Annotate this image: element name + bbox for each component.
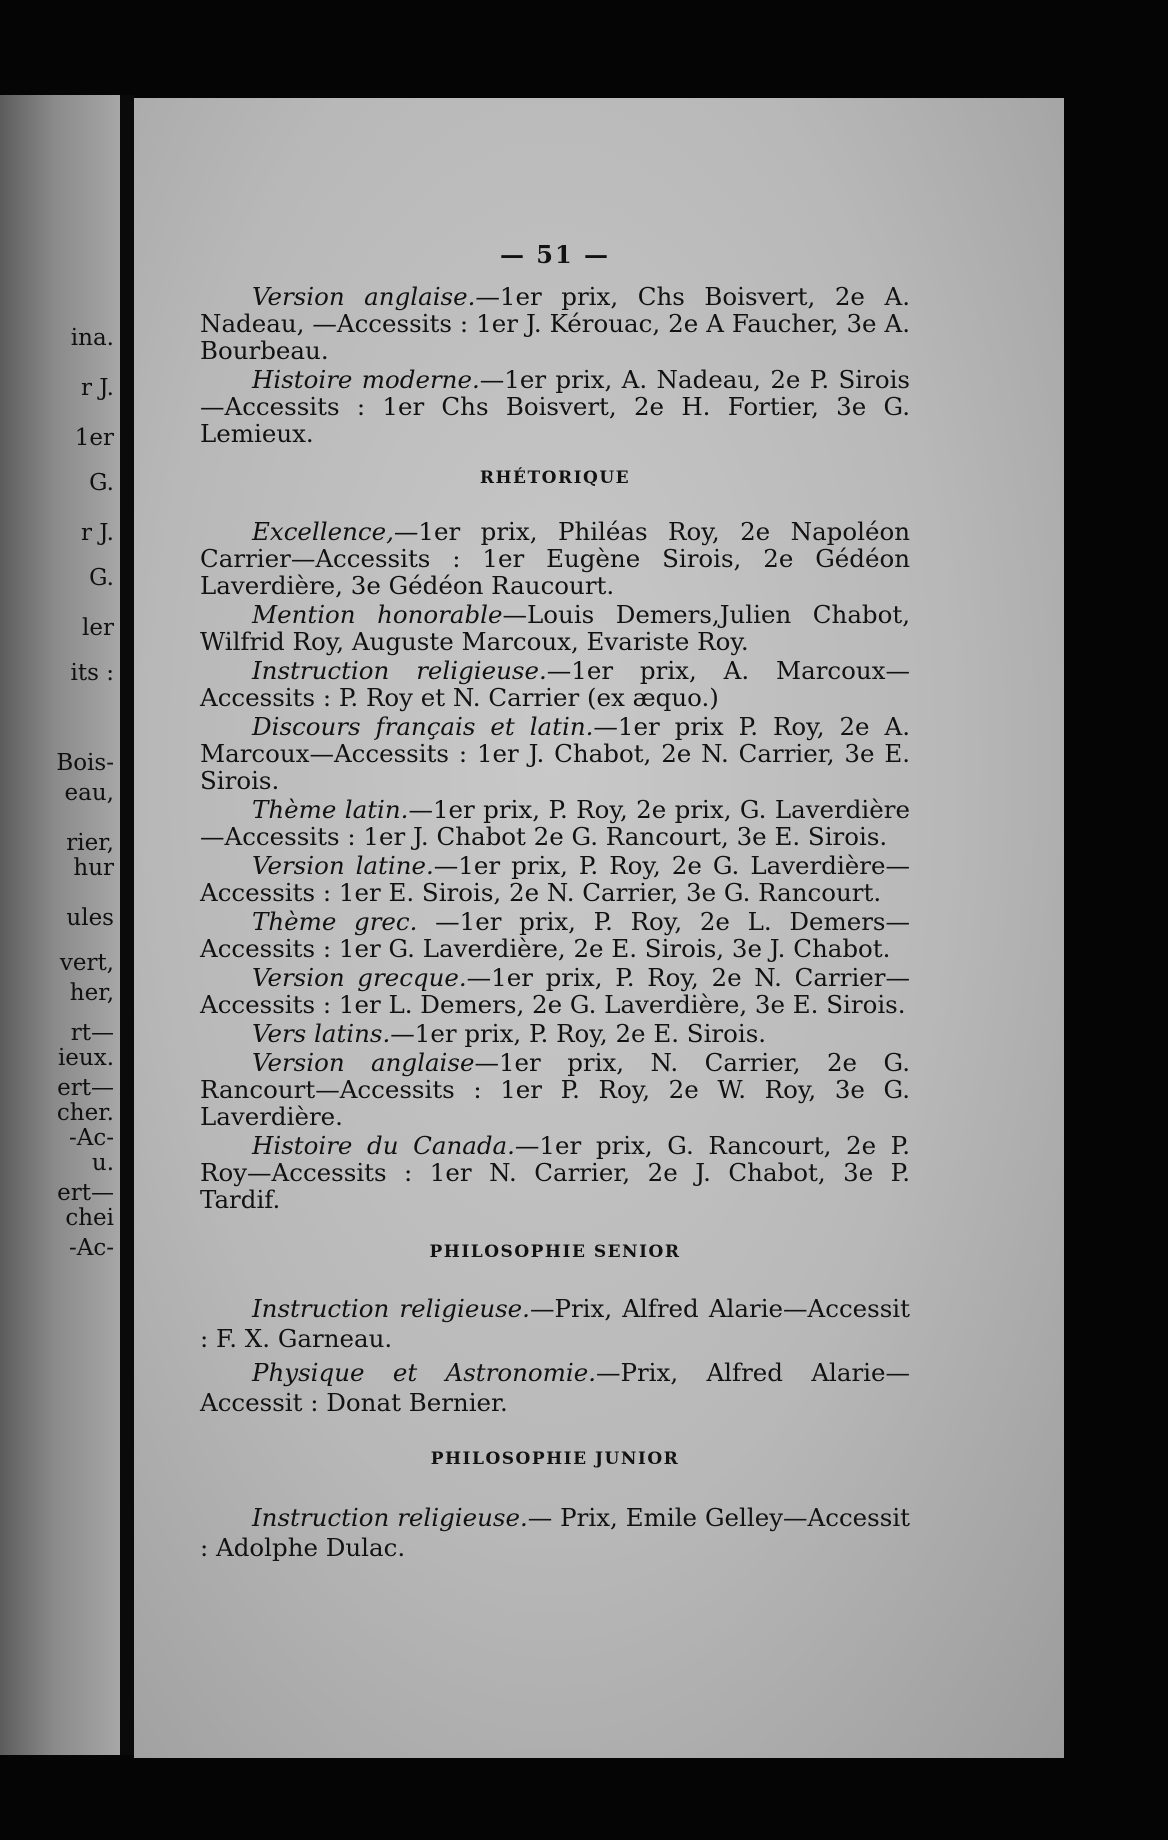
prize-subject: Thème grec. [252, 907, 418, 936]
prize-text: —1er prix, A. Nadeau, 2e P. Sirois—Accessits : 1er Chs Boisvert, 2e H. Fortier, 3e G. Lemieux. [200, 365, 910, 448]
prize-text: —1er prix, G. Rancourt, 2e P. Roy—Accessits : 1er N. Carrier, 2e J. Chabot, 3e P. Tardif. [200, 1131, 910, 1214]
prize-entry [200, 964, 910, 1018]
facing-page-text-fragment: ina. [70, 325, 114, 351]
prize-text: —1er prix, Philéas Roy, 2e Napoléon Carrier—Accessits : 1er Eugène Sirois, 2e Gédéon Laverdière, 3e Gédéon Raucourt. [200, 517, 910, 600]
prize-subject: Thème latin. [252, 795, 409, 824]
prize-text: —1er prix, P. Roy, 2e G. Laverdière—Accessits : 1er E. Sirois, 2e N. Carrier, 3e G. Rancourt. [200, 851, 910, 907]
prize-entry [200, 852, 910, 906]
rhetorique-section [200, 518, 910, 1213]
prize-text: — Prix, Emile Gelley—Accessit : Adolphe Dulac. [200, 1503, 910, 1562]
prize-entry [200, 657, 910, 711]
facing-page-text-fragment: chei [65, 1205, 114, 1231]
philosophie-senior-section [200, 1294, 910, 1418]
prize-entry [200, 796, 910, 850]
facing-page-text-fragment: -Ac- [68, 1235, 114, 1261]
facing-page-text-fragment: Bois- [56, 750, 114, 776]
prize-text: —1er prix, P. Roy, 2e prix, G. Laverdière—Accessits : 1er J. Chabot 2e G. Rancourt, 3e E. Sirois. [200, 795, 910, 851]
prize-subject: Version anglaise. [252, 282, 476, 311]
facing-page-text-fragment: hur [73, 855, 114, 881]
prize-text: —1er prix, P. Roy, 2e N. Carrier—Accessits : 1er L. Demers, 2e G. Laverdière, 3e E. Sirois. [200, 963, 910, 1019]
prize-entry [200, 1358, 910, 1418]
page-content [200, 240, 911, 1567]
prize-subject: Instruction religieuse. [252, 1294, 530, 1323]
prize-subject: Instruction religieuse. [252, 656, 547, 685]
facing-page-text-fragment: u. [91, 1150, 114, 1176]
book-page [134, 98, 1064, 1758]
prize-entry [200, 713, 910, 794]
facing-page-text-fragment: ieux. [57, 1045, 114, 1071]
prize-text: —1er prix, P. Roy, 2e L. Demers—Accessits : 1er G. Laverdière, 2e E. Sirois, 3e J. Chabot. [200, 907, 910, 963]
prize-entry [200, 1132, 910, 1213]
prize-text: —1er prix, N. Carrier, 2e G. Rancourt—Accessits : 1er P. Roy, 2e W. Roy, 3e G. Laverdière. [200, 1048, 910, 1131]
prize-subject: Mention honorable [252, 600, 503, 629]
prize-text: —Louis Demers,Julien Chabot, Wilfrid Roy, Auguste Marcoux, Evariste Roy. [200, 600, 910, 656]
prize-entry [200, 601, 910, 655]
prize-subject: Histoire du Canada. [252, 1131, 515, 1160]
section-heading-rhetorique: RHÉTORIQUE [479, 468, 631, 488]
facing-page-text-fragment: rt— [70, 1020, 114, 1046]
facing-page-text-fragment: -Ac- [68, 1125, 114, 1151]
prize-entry [200, 283, 910, 364]
book-gutter [120, 95, 134, 1755]
prize-subject: Version anglaise [252, 1048, 475, 1077]
page-number: — 51 — [499, 240, 611, 269]
philosophie-junior-section [200, 1503, 910, 1563]
prize-text: —1er prix, Chs Boisvert, 2e A. Nadeau, —Accessits : 1er J. Kérouac, 2e A Faucher, 3e A. Bourbeau. [200, 282, 910, 365]
prize-text: —1er prix P. Roy, 2e A. Marcoux—Accessits : 1er J. Chabot, 2e N. Carrier, 3e E. Sirois. [200, 712, 910, 795]
prize-subject: Histoire moderne. [252, 365, 480, 394]
prize-text: —1er prix, P. Roy, 2e E. Sirois. [390, 1019, 767, 1048]
facing-page-text-fragment: her, [69, 980, 114, 1006]
facing-page-text-fragment: 1er [74, 425, 114, 451]
facing-page-text-fragment: r J. [80, 375, 114, 401]
facing-page-edge [0, 95, 120, 1755]
prize-entry [200, 1294, 910, 1354]
facing-page-text-fragment: vert, [59, 950, 114, 976]
prize-entry [200, 1020, 910, 1047]
intro-section [200, 283, 910, 447]
section-heading-philosophie-senior: PHILOSOPHIE SENIOR [429, 1242, 681, 1262]
facing-page-text-fragment: ules [66, 905, 114, 931]
prize-subject: Excellence, [252, 517, 394, 546]
facing-page-text-fragment: its : [70, 660, 114, 686]
section-heading-philosophie-junior: PHILOSOPHIE JUNIOR [430, 1449, 680, 1469]
prize-text: —1er prix, A. Marcoux—Accessits : P. Roy et N. Carrier (ex æquo.) [200, 656, 911, 712]
facing-page-text-fragment: rier, [66, 830, 114, 856]
prize-subject: Discours français et latin. [252, 712, 594, 741]
prize-text: —Prix, Alfred Alarie—Accessit : Donat Bernier. [200, 1358, 910, 1417]
prize-text: —Prix, Alfred Alarie—Accessit : F. X. Garneau. [200, 1294, 910, 1353]
facing-page-text-fragment: ert— [57, 1075, 114, 1101]
prize-subject: Vers latins. [252, 1019, 391, 1048]
facing-page-text-fragment: eau, [64, 780, 114, 806]
prize-entry [200, 1503, 910, 1563]
facing-page-text-fragment: G. [89, 565, 114, 591]
prize-entry [200, 1049, 910, 1130]
facing-page-text-fragment: cher. [56, 1100, 114, 1126]
prize-entry [200, 518, 910, 599]
prize-subject: Version grecque. [252, 963, 467, 992]
facing-page-text-fragment: ler [82, 615, 114, 641]
facing-page-text-fragment: ert— [57, 1180, 114, 1206]
facing-page-text-fragment: r J. [80, 520, 114, 546]
prize-subject: Physique et Astronomie. [252, 1358, 596, 1387]
prize-entry [200, 908, 910, 962]
facing-page-text-fragment: G. [89, 470, 114, 496]
prize-subject: Version latine. [252, 851, 434, 880]
prize-entry [200, 366, 910, 447]
prize-subject: Instruction religieuse. [252, 1503, 528, 1532]
